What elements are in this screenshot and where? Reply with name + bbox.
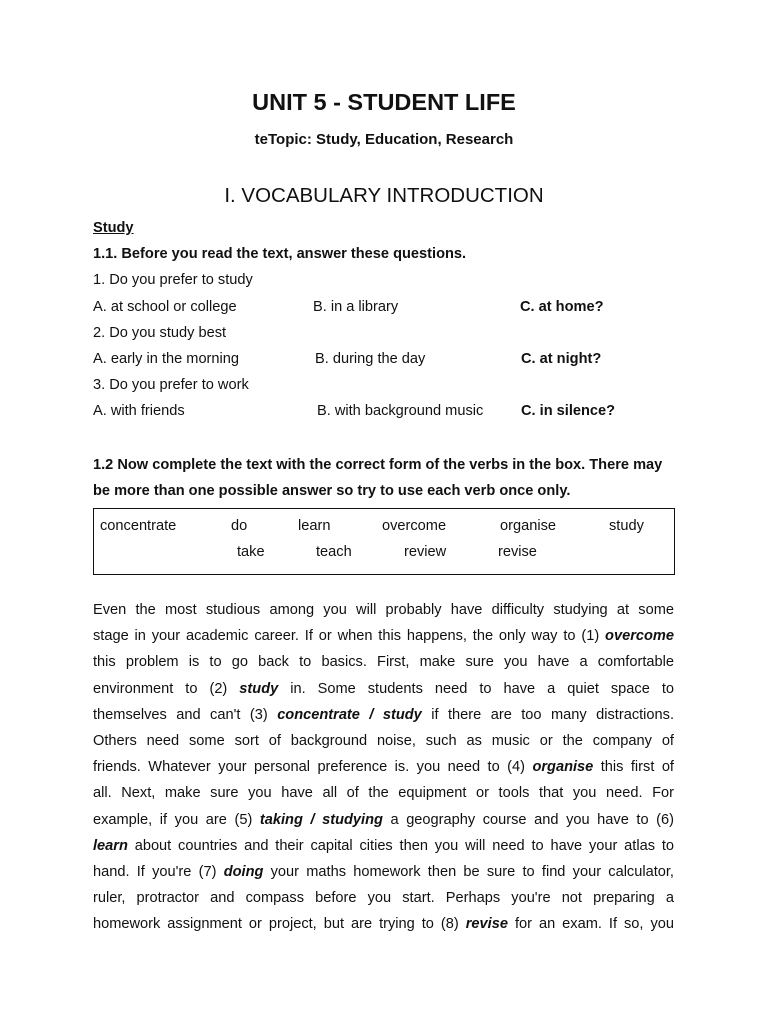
question-3-option-c: C. in silence? (521, 403, 616, 419)
passage-line: this problem is to go back to basics. First, make sure you have a comfortable (93, 654, 674, 671)
question-2: 2. Do you study best (93, 325, 227, 341)
section-heading: I. VOCABULARY INTRODUCTION (224, 184, 544, 207)
question-3-option-b: B. with background music (317, 403, 484, 419)
question-2-option-b: B. during the day (315, 351, 426, 367)
word-box-item: revise (498, 544, 537, 560)
topic-subtitle: teTopic: Study, Education, Research (254, 131, 514, 148)
exercise-1-2-instruction-line-2: be more than one possible answer so try to use each verb once only. (93, 483, 571, 499)
passage-line: Even the most studious among you will probably have difficulty studying at some (93, 602, 674, 618)
word-box-item: organise (500, 518, 556, 534)
exercise-1-2-instruction-line-1: 1.2 Now complete the text with the correct form of the verbs in the box. There may (93, 457, 663, 473)
question-2-option-a: A. early in the morning (93, 351, 240, 367)
answer-3: concentrate / study (277, 706, 422, 723)
study-heading: Study (93, 220, 134, 236)
word-box-item: overcome (382, 518, 447, 534)
passage-line: themselves and can't (3) concentrate / study if there are too many distractions. (93, 706, 674, 723)
passage-line: example, if you are (5) taking / studying a geography course and you have to (6) (93, 811, 674, 828)
passage-line: learn about countries and their capital cities then you will need to have your atlas to (93, 837, 674, 854)
word-box (93, 508, 675, 575)
passage-line: homework assignment or project, but are trying to (8) revise for an exam. If so, you (93, 916, 674, 933)
passage-line: ruler, protractor and compass before you start. Perhaps you're not preparing a (93, 890, 674, 907)
question-1-option-a: A. at school or college (93, 299, 237, 315)
word-box-item: study (609, 518, 644, 534)
question-1: 1. Do you prefer to study (93, 272, 253, 288)
question-1-option-c: C. at home? (520, 299, 604, 315)
answer-5: taking / studying (259, 811, 383, 828)
answer-8: revise (465, 916, 508, 933)
question-3: 3. Do you prefer to work (93, 377, 249, 393)
answer-4: organise (532, 759, 594, 776)
passage-line: Others need some sort of background noise, such as music or the company of (93, 732, 674, 749)
passage-line: all. Next, make sure you have all of the equipment or tools that you need. For (93, 785, 674, 802)
word-box-item: concentrate (100, 518, 177, 534)
exercise-1-1-instruction: 1.1. Before you read the text, answer these questions. (93, 246, 467, 262)
answer-6: learn (93, 837, 128, 854)
question-2-option-c: C. at night? (521, 351, 602, 367)
passage-line: environment to (2) study in. Some students need to have a quiet space to (93, 680, 674, 697)
reading-passage (93, 597, 674, 937)
question-3-option-a: A. with friends (93, 403, 185, 419)
answer-7: doing (223, 863, 264, 880)
word-box-item: review (404, 544, 447, 560)
passage-line: stage in your academic career. If or when this happens, the only way to (1) overcome (93, 628, 674, 645)
word-box-item: learn (298, 518, 331, 534)
passage-line: hand. If you're (7) doing your maths homework then be sure to find your calculator, (93, 863, 674, 880)
word-box-item: teach (316, 544, 352, 560)
question-1-option-b: B. in a library (313, 299, 399, 315)
word-box-item: do (231, 518, 248, 534)
unit-title: UNIT 5 - STUDENT LIFE (252, 89, 516, 115)
answer-2: study (239, 680, 279, 697)
passage-line: friends. Whatever your personal preference is. you need to (4) organise this first of (93, 759, 674, 776)
word-box-item: take (237, 544, 265, 560)
answer-1: overcome (605, 628, 674, 645)
